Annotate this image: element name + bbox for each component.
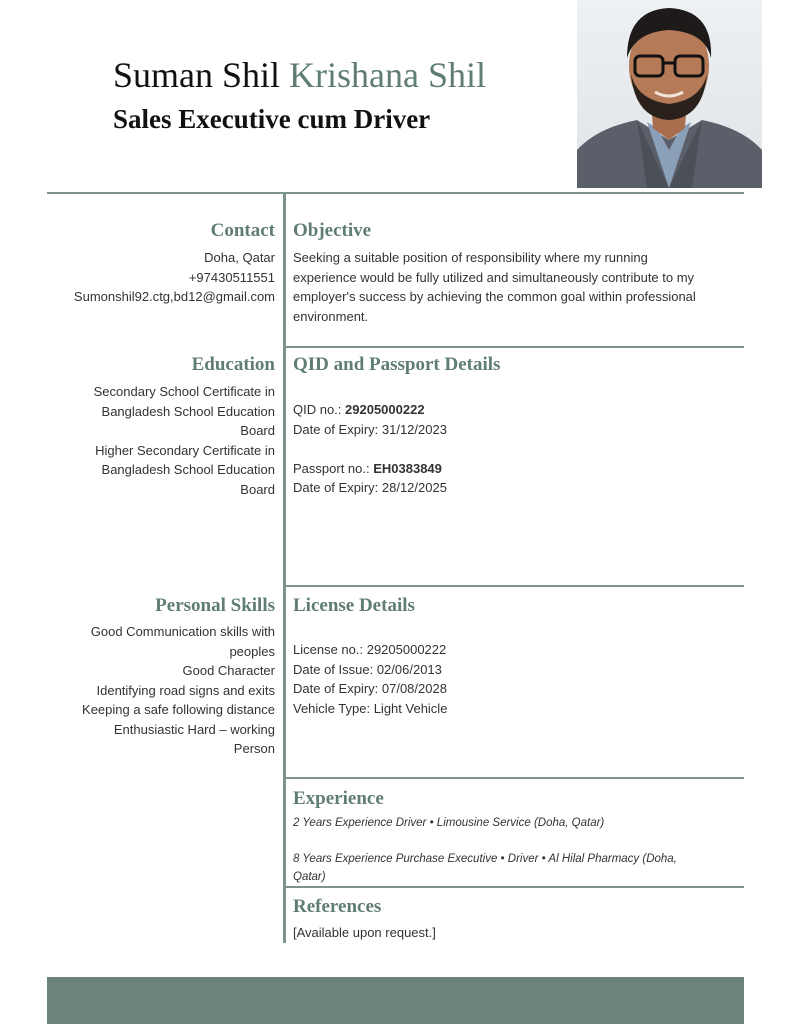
skill-line: peoples xyxy=(229,643,275,659)
qid-value: 29205000222 xyxy=(345,402,425,417)
footer-band xyxy=(47,977,744,1024)
references-text xyxy=(293,923,436,943)
education-line: Higher Secondary Certificate in xyxy=(95,442,275,458)
education-heading: Education xyxy=(191,354,275,375)
license-line: Date of Expiry: 07/08/2028 xyxy=(293,681,447,696)
passport-value: EH0383849 xyxy=(373,460,442,476)
skill-line: Person xyxy=(233,741,275,756)
last-name: Krishana Shil xyxy=(289,55,487,95)
objective-line: Seeking a suitable position of responsibility where my running xyxy=(293,250,648,265)
skills-list xyxy=(82,622,275,759)
license-details xyxy=(293,640,447,718)
objective-line: employer's success by achieving the common goal within professional xyxy=(293,289,696,304)
objective-line: experience would be fully utilized and simultaneously contribute to my xyxy=(293,269,695,285)
section-divider xyxy=(286,886,744,888)
contact-email: Sumonshil92.ctg,bd12@gmail.com xyxy=(73,289,275,304)
education-line: Secondary School Certificate in xyxy=(93,384,275,399)
references-heading: References xyxy=(293,896,382,917)
license-heading: License Details xyxy=(293,595,415,616)
experience-heading: Experience xyxy=(293,788,384,809)
skills-heading: Personal Skills xyxy=(155,595,275,616)
skill-line: Good Communication skills with xyxy=(90,624,275,639)
section-divider xyxy=(286,585,744,587)
qid-heading: QID and Passport Details xyxy=(293,354,501,375)
objective-heading: Objective xyxy=(293,220,372,241)
education-line: Board xyxy=(240,481,275,497)
contact-location: Doha, Qatar xyxy=(204,250,275,265)
experience-line: Qatar) xyxy=(293,870,326,883)
column-divider xyxy=(283,193,286,943)
education-list xyxy=(94,382,275,499)
skill-line: Enthusiastic Hard – working xyxy=(113,721,275,737)
passport-label: Passport no.: xyxy=(293,460,374,476)
objective-text xyxy=(293,248,696,326)
license-line: License no.: 29205000222 xyxy=(293,642,447,657)
license-line: Vehicle Type: Light Vehicle xyxy=(293,700,448,716)
education-line: Bangladesh School Education xyxy=(101,403,275,419)
experience-line: 8 Years Experience Purchase Executive • Driver • Al Hilal Pharmacy (Doha, xyxy=(293,853,677,865)
education-line: Board xyxy=(240,423,275,438)
section-divider xyxy=(286,777,744,779)
passport-number xyxy=(293,459,447,479)
contact-heading: Contact xyxy=(210,220,275,241)
contact-details xyxy=(74,248,275,307)
qid-number xyxy=(293,400,447,420)
qid-label: QID no.: xyxy=(293,402,346,417)
qid-expiry: Date of Expiry: 31/12/2023 xyxy=(293,421,447,437)
section-divider xyxy=(286,346,744,348)
experience-line: 2 Years Experience Driver • Limousine Service (Doha, Qatar) xyxy=(293,817,605,829)
skill-line: Identifying road signs and exits xyxy=(96,682,275,698)
qid-details xyxy=(293,400,447,498)
person-portrait-icon xyxy=(577,0,762,188)
passport-expiry: Date of Expiry: 28/12/2025 xyxy=(293,480,447,495)
experience-item-2 xyxy=(293,851,677,886)
skill-line: Keeping a safe following distance xyxy=(82,702,275,717)
experience-item-1 xyxy=(293,815,604,833)
header-divider xyxy=(47,192,744,194)
skill-line: Good Character xyxy=(182,663,275,678)
job-title: Sales Executive cum Driver xyxy=(113,104,431,134)
contact-phone: +97430511551 xyxy=(188,269,275,285)
references-line: [Available upon request.] xyxy=(293,925,436,940)
education-line: Bangladesh School Education xyxy=(101,462,275,477)
profile-photo xyxy=(577,0,762,188)
license-line: Date of Issue: 02/06/2013 xyxy=(293,661,442,677)
candidate-name xyxy=(113,53,486,97)
first-name: Suman Shil xyxy=(113,55,281,95)
objective-line: environment. xyxy=(293,308,369,324)
